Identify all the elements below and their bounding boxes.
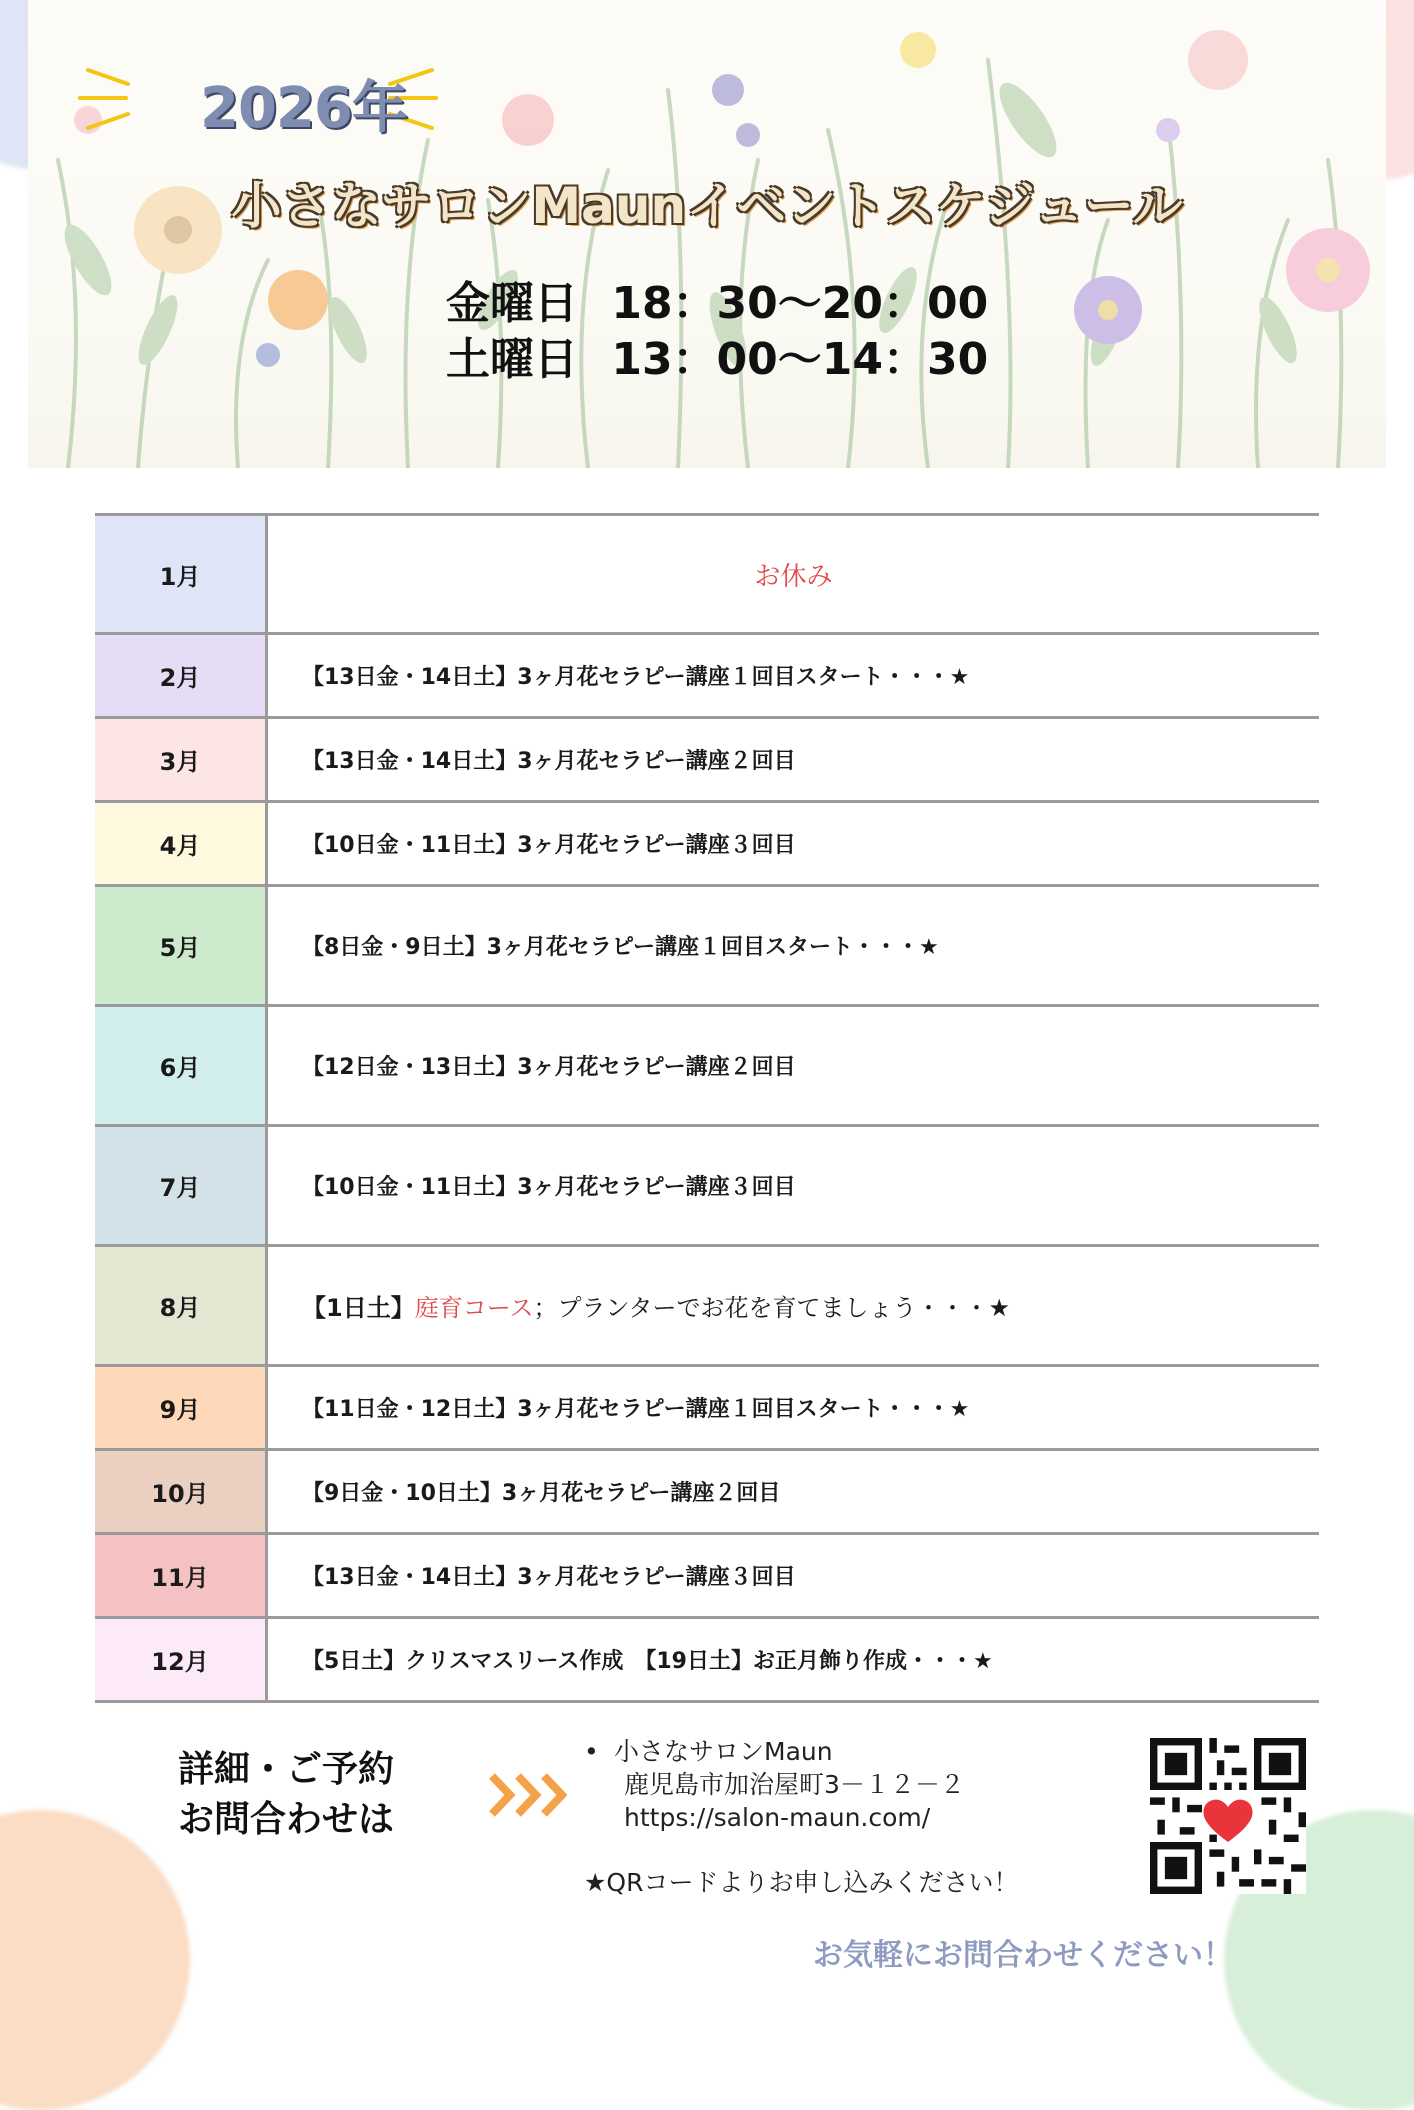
year-heading: 2026年	[200, 76, 407, 141]
schedule-row-jun	[95, 1007, 1319, 1127]
contact-info	[584, 1735, 965, 1834]
month-cell: 12月	[95, 1619, 268, 1700]
salon-name: 小さなサロンMaun	[614, 1737, 833, 1766]
corner-decoration-bottom-left	[0, 1810, 190, 2110]
event-cell: お休み	[754, 561, 833, 592]
hours-row-saturday	[446, 332, 988, 388]
event-description: ；プランターでお花を育てましょう・・・★	[533, 1294, 1011, 1322]
month-cell: 5月	[95, 887, 268, 1004]
event-cell: 【11日金・12日土】3ヶ月花セラピー講座１回目スタート・・・★	[302, 1397, 970, 1422]
event-cell: 【8日金・9日土】3ヶ月花セラピー講座１回目スタート・・・★	[302, 935, 939, 960]
salon-url-link[interactable]: https://salon-maun.com/	[624, 1803, 931, 1832]
event-cell: 【5日土】クリスマスリース作成 【19日土】お正月飾り作成・・・★	[302, 1649, 993, 1674]
month-cell: 3月	[95, 719, 268, 800]
page-title: 小さなサロンMaunイベントスケジュール	[231, 177, 1183, 235]
triple-chevron-icon	[488, 1772, 570, 1818]
header-banner	[28, 0, 1386, 468]
month-cell: 6月	[95, 1007, 268, 1124]
month-cell: 11月	[95, 1535, 268, 1616]
schedule-row-jul	[95, 1127, 1319, 1247]
month-cell: 7月	[95, 1127, 268, 1244]
schedule-row-oct	[95, 1451, 1319, 1535]
event-cell: 【9日金・10日土】3ヶ月花セラピー講座２回目	[302, 1481, 781, 1506]
month-cell: 4月	[95, 803, 268, 884]
qr-note: ★QRコードよりお申し込みください！	[584, 1868, 1019, 1897]
schedule-row-mar	[95, 719, 1319, 803]
tagline: お気軽にお問合わせください！	[813, 1938, 1233, 1973]
schedule-row-sep	[95, 1367, 1319, 1451]
schedule-table	[95, 513, 1319, 1703]
schedule-row-feb	[95, 635, 1319, 719]
event-cell: 【10日金・11日土】3ヶ月花セラピー講座３回目	[302, 833, 796, 858]
month-cell: 1月	[95, 516, 268, 632]
hours-row-friday	[446, 276, 988, 332]
event-cell: 【10日金・11日土】3ヶ月花セラピー講座３回目	[302, 1175, 796, 1200]
event-cell: 【12日金・13日土】3ヶ月花セラピー講座２回目	[302, 1055, 796, 1080]
event-cell: 【13日金・14日土】3ヶ月花セラピー講座３回目	[302, 1565, 796, 1590]
month-cell: 10月	[95, 1451, 268, 1532]
event-cell	[268, 1247, 1319, 1364]
hours-day: 土曜日	[446, 334, 578, 385]
schedule-row-may	[95, 887, 1319, 1007]
schedule-row-dec	[95, 1619, 1319, 1703]
schedule-row-jan	[95, 516, 1319, 635]
contact-lead-line: お問合わせは	[178, 1799, 395, 1840]
month-cell: 8月	[95, 1247, 268, 1364]
event-highlight: 庭育コース	[414, 1294, 534, 1322]
schedule-row-nov	[95, 1535, 1319, 1619]
month-cell: 9月	[95, 1367, 268, 1448]
contact-lead-line: 詳細・ご予約	[178, 1749, 395, 1790]
hours-day: 金曜日	[446, 278, 578, 329]
contact-lead	[178, 1745, 394, 1845]
salon-address: 鹿児島市加治屋町3－１２－２	[624, 1770, 965, 1799]
hours-time: 18：30〜20：00	[611, 278, 989, 329]
bullet-icon: •	[584, 1737, 599, 1766]
hours-time: 13：00〜14：30	[611, 334, 989, 385]
event-cell: 【13日金・14日土】3ヶ月花セラピー講座２回目	[302, 749, 796, 774]
event-date: 【1日土】	[302, 1294, 415, 1322]
schedule-row-apr	[95, 803, 1319, 887]
schedule-row-aug	[95, 1247, 1319, 1367]
opening-hours	[446, 276, 988, 388]
qr-code-icon[interactable]	[1150, 1738, 1306, 1894]
month-cell: 2月	[95, 635, 268, 716]
event-cell: 【13日金・14日土】3ヶ月花セラピー講座１回目スタート・・・★	[302, 665, 970, 690]
